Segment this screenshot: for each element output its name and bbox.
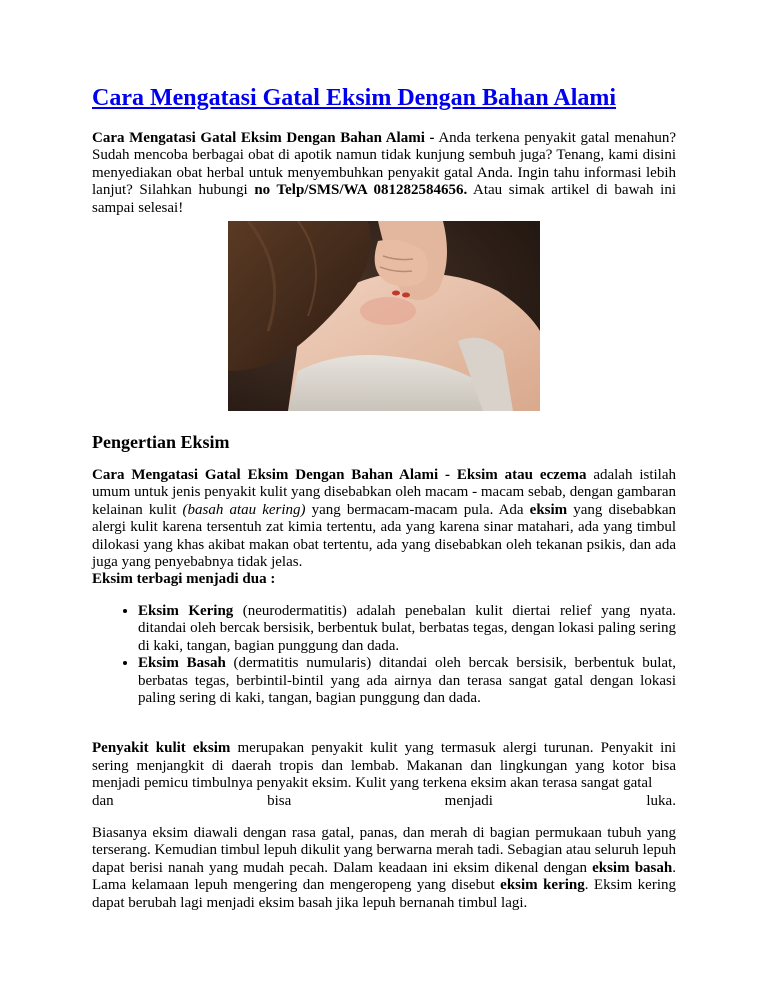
- types-heading: Eksim terbagi menjadi dua :: [92, 571, 276, 588]
- article-title-link[interactable]: Cara Mengatasi Gatal Eksim Dengan Bahan Alami: [92, 85, 617, 111]
- definition-lead: Cara Mengatasi Gatal Eksim Dengan Bahan Alami - Eksim atau eczema: [92, 467, 587, 484]
- allergy-word: luka.: [646, 792, 676, 809]
- article-title: [92, 82, 676, 114]
- scratching-shoulder-photo: [228, 221, 540, 411]
- allergy-text: merupakan penyakit kulit yang termasuk alergi turunan. Penyakit ini sering menjangkit di daerah tropis dan lembab. Makanan dan lingkungan yang kotor bisa menjadi pemicu timbulnya penyakit eksim. Kulit yang terkena eksim akan terasa sangat gatal: [92, 740, 676, 792]
- symptoms-bold-eksim-kering: eksim kering: [500, 877, 585, 894]
- list-item-eksim-kering: [138, 603, 676, 655]
- type-name: Eksim Basah: [138, 655, 226, 672]
- article-page: [92, 82, 676, 912]
- intro-lead: Cara Mengatasi Gatal Eksim Dengan Bahan Alami -: [92, 130, 435, 146]
- type-description: (dermatitis numularis) ditandai oleh bercak bersisik, berbentuk bulat, berbatas tegas, berbintil-bintil yang ada airnya dan terasa sangat gatal dengan lokasi paling sering di kaki, tangan, bagian punggung dan dada.: [138, 655, 676, 706]
- type-description: (neurodermatitis) adalah penebalan kulit diertai relief yang nyata. ditandai oleh bercak bersisik, berbentuk bulat, berbatas tegas, dengan lokasi paling sering di kaki, tangan, bagian punggung dan dada.: [138, 602, 676, 654]
- definition-italic: (basah atau kering): [182, 501, 306, 518]
- allergy-word: bisa: [267, 792, 292, 809]
- definition-text-3: yang disebabkan alergi kulit karena tersentuh zat kimia tertentu, ada yang karena sinar matahari, ada yang timbul dilokasi yang khas akibat makan obat tertentu, ada yang disebabkan oleh tekanan psikis, dan ada juga yang penyebabnya tidak jelas.: [92, 501, 676, 571]
- symptoms-text-3: . Eksim kering dapat berubah lagi menjadi eksim basah jika lepuh bernanah timbul lagi.: [92, 877, 676, 911]
- symptoms-text-1: Biasanya eksim diawali dengan rasa gatal, panas, dan merah di bagian permukaan tubuh yang terserang. Kemudian timbul lepuh dikulit yang berwarna merah tadi. Sebagian atau seluruh lepuh dapat berisi nanah yang mudah pecah. Dalam keadaan ini eksim dikenal dengan: [92, 824, 676, 876]
- type-name: Eksim Kering: [138, 602, 234, 619]
- definition-paragraph: [92, 467, 676, 571]
- symptoms-paragraph: [92, 825, 676, 912]
- symptoms-bold-eksim-basah: eksim basah: [592, 859, 673, 876]
- definition-text-2: yang bermacam-macam pula. Ada: [305, 501, 530, 518]
- allergy-last-line: [92, 793, 676, 810]
- section-heading-pengertian: Pengertian Eksim: [92, 432, 230, 453]
- intro-text-2: Atau simak artikel di bawah ini sampai selesai!: [92, 182, 677, 216]
- contact-number: no Telp/SMS/WA 081282584656.: [254, 182, 468, 199]
- allergy-word: menjadi: [444, 792, 493, 809]
- allergy-word: dan: [92, 792, 114, 809]
- intro-text-1: Anda terkena penyakit gatal menahun? Sudah mencoba berbagai obat di apotik namun tidak kunjung sembuh juga? Tenang, kami disini menyediakan obat herbal untuk menyembuhkan penyakit gatal Anda. Ingin tahu informasi lebih lanjut? Silahkan hubungi: [92, 130, 676, 199]
- intro-paragraph: [92, 130, 676, 217]
- allergy-lead: Penyakit kulit eksim: [92, 740, 231, 757]
- types-list: [92, 603, 676, 707]
- definition-text-1: adalah istilah umum untuk jenis penyakit kulit yang disebabkan oleh macam - macam sebab, dengan gambaran kelainan kulit: [92, 467, 676, 518]
- list-item-eksim-basah: [138, 655, 676, 707]
- allergy-paragraph: [92, 740, 676, 792]
- definition-bold-eksim: eksim: [529, 501, 568, 518]
- symptoms-text-2: . Lama kelamaan lepuh mengering dan mengeropeng yang disebut: [92, 859, 676, 894]
- photo-container: [92, 221, 676, 411]
